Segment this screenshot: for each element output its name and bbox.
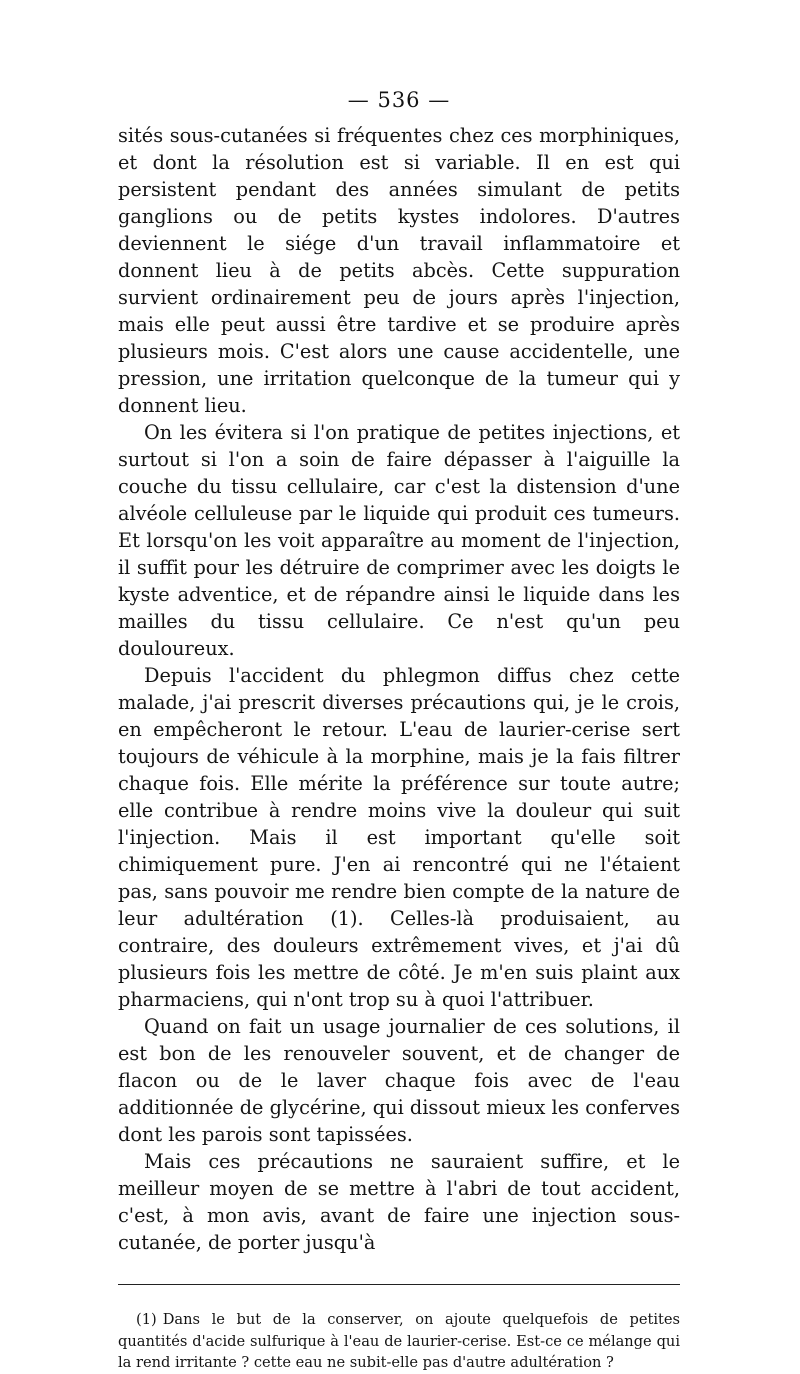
paragraph-precautions-tail: Celles-là produisaient, au contraire, des douleurs extrêmement vives, et j'ai dû plusieurs fois les mettre de côté. Je m'en suis plaint aux pharmaciens, qui n'ont trop su à quoi l'attribuer. — [118, 907, 680, 1011]
paragraph-precautions-text: Depuis l'accident du phlegmon diffus chez cette malade, j'ai prescrit diverses précautions qui, je le crois, en empêcheront le retour. L'eau de laurier-cerise sert toujours de véhicule à la morphine, mais je la fais filtrer chaque fois. Elle mérite la préférence sur toute autre; elle contribue à rendre moins vive la douleur qui suit l'injection. Mais il est important qu'elle soit chimiquement pure. J'en ai rencontré qui ne l'étaient pas, sans pouvoir me rendre bien compte de la nature de leur adultération — [118, 664, 680, 930]
footnote-mark: (1) — [136, 1311, 157, 1328]
paragraph-best-means: Mais ces précautions ne sauraient suffire, et le meilleur moyen de se mettre à l'abri de tout accident, c'est, à mon avis, avant de faire une injection sous-cutanée, de porter jusqu'à — [118, 1150, 680, 1254]
paragraph-solutions: Quand on fait un usage journalier de ces solutions, il est bon de les renouveler souvent, et de changer de flacon ou de le laver chaque fois avec de l'eau additionnée de glycérine, qui dissout mieux les conferves dont les parois sont tapissées. — [118, 1015, 680, 1146]
footnote — [118, 1309, 680, 1374]
footnote-divider — [118, 1284, 680, 1285]
page-number: — 536 — — [347, 88, 451, 112]
footnote-text: Dans le but de la conserver, on ajoute quelquefois de petites quantités d'acide sulfurique à l'eau de laurier-cerise. Est-ce ce mélange qui la rend irritante ? cette eau ne subit-elle pas d'autre adultération ? — [118, 1311, 680, 1371]
paragraph-prevention: On les évitera si l'on pratique de petites injections, et surtout si l'on a soin de faire dépasser à l'aiguille la couche du tissu cellulaire, car c'est la distension d'une alvéole celluleuse par le liquide qui produit ces tumeurs. Et lorsqu'on les voit apparaître au moment de l'injection, il suffit pour les détruire de comprimer avec les doigts le kyste adventice, et de répandre ainsi le liquide dans les mailles du tissu cellulaire. Ce n'est qu'un peu douloureux. — [118, 421, 680, 660]
paragraph-continuation: sités sous-cutanées si fréquentes chez ces morphiniques, et dont la résolution est si variable. Il en est qui persistent pendant des années simulant de petits ganglions ou de petits kystes indolores. D'autres deviennent le siége d'un travail inflammatoire et donnent lieu à de petits abcès. Cette suppuration survient ordinairement peu de jours après l'injection, mais elle peut aussi être tardive et se produire après plusieurs mois. C'est alors une cause accidentelle, une pression, une irritation quelconque de la tumeur qui y donnent lieu. — [118, 124, 680, 417]
book-page — [118, 86, 680, 1374]
footnote-reference: (1). — [330, 907, 364, 930]
paragraph-precautions — [118, 662, 680, 1013]
